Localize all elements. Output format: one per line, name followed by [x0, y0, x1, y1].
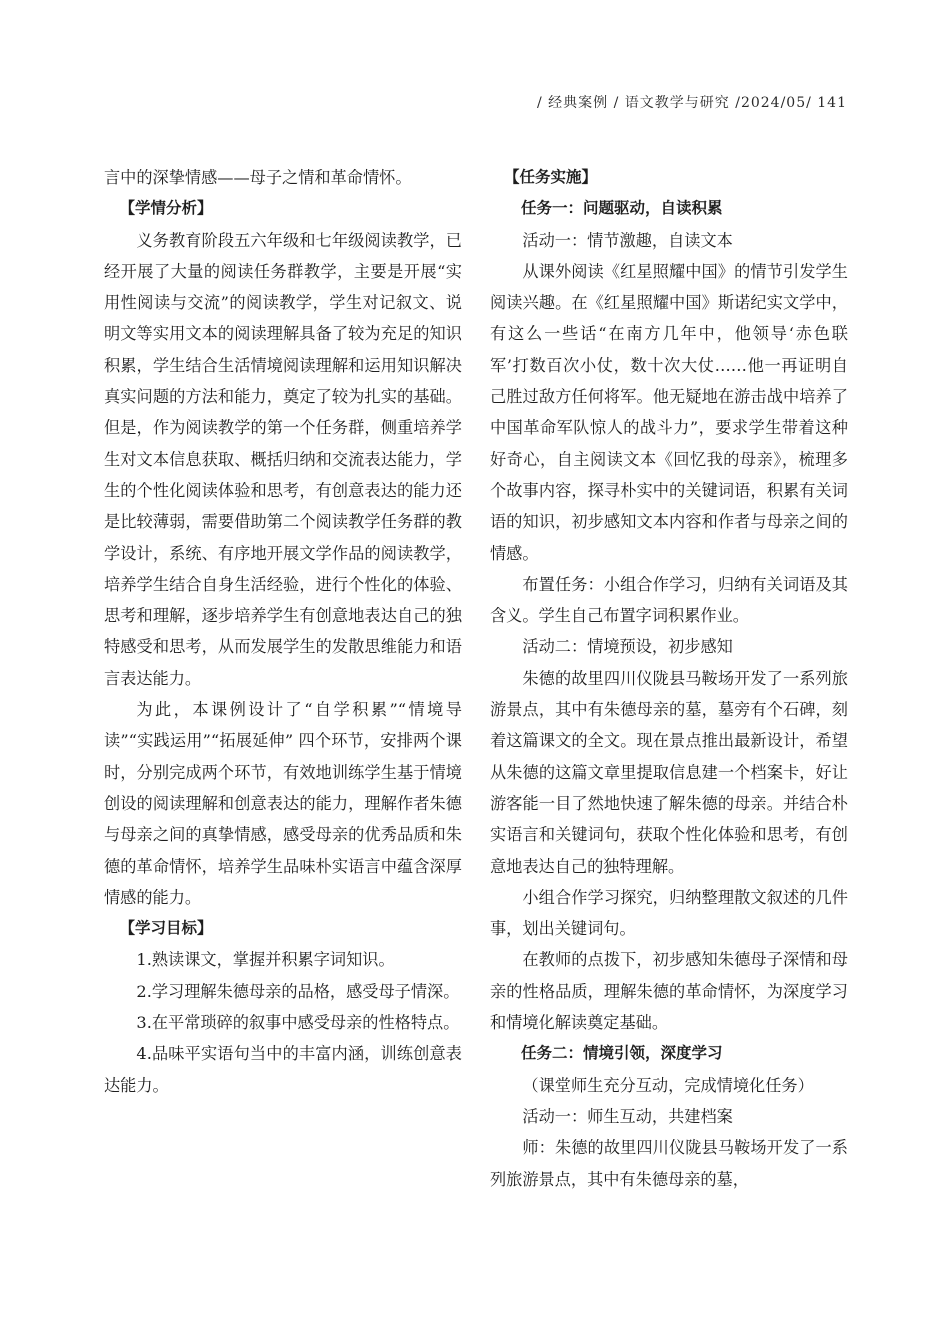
paragraph: 言中的深挚情感——母子之情和革命情怀。	[104, 168, 412, 187]
left-column	[104, 162, 462, 1101]
goal-item: 3.在平常琐碎的叙事中感受母亲的性格特点。	[136, 1013, 460, 1033]
paragraph: 为此，本课例设计了“自学积累”“情境导读”“实践运用”“拓展延伸” 四个环节，安排两个课时，分别完成两个环节，有效地训练学生基于情境创设的阅读理解和创意表达的能力，理解作者朱德与母亲之间的真挚情感，感受母亲的优秀品质和朱德的革命情怀，培养学生品味朴实语言中蕴含深厚情感的能力。	[104, 700, 462, 907]
paragraph: 在教师的点拨下，初步感知朱德母子深情和母亲的性格品质，理解朱德的革命情怀，为深度学习和情境化解读奠定基础。	[490, 950, 848, 1033]
task-title: 任务二：情境引领，深度学习	[521, 1044, 723, 1063]
paragraph: 朱德的故里四川仪陇县马鞍场开发了一系列旅游景点，其中有朱德母亲的墓，墓旁有个石碑，刻着这篇课文的全文。现在景点推出最新设计，希望从朱德的这篇文章里提取信息建一个档案卡，好让游客能一目了然地快速了解朱德的母亲。并结合朴实语言和关键词句，获取个性化体验和思考，有创意地表达自己的独特理解。	[490, 668, 848, 876]
goal-item: 4.品味平实语句当中的丰富内涵，训练创意表达能力。	[104, 1044, 462, 1095]
section-heading-task-implementation: 【任务实施】	[503, 168, 597, 186]
paragraph: 从课外阅读《红星照耀中国》的情节引发学生阅读兴趣。在《红星照耀中国》斯诺纪实文学中，有这么一些话“在南方几年中，他领导‘赤色联军’打数百次小仗，数十次大仗……他一再证明自己胜过敌方任何将军。他无疑地在游击战中培养了中国革命军队惊人的战斗力”，要求学生带着这种好奇心，自主阅读文本《回忆我的母亲》，梳理多个故事内容，探寻朴实中的关键词语，积累有关词语的知识，初步感知文本内容和作者与母亲之间的情感。	[490, 261, 848, 563]
task-note: （课堂师生充分互动，完成情境化任务）	[522, 1075, 814, 1095]
running-header: / 经典案例 / 语文教学与研究 /2024/05/ 141	[537, 95, 847, 111]
activity-title: 活动一：师生互动，共建档案	[522, 1106, 733, 1126]
paragraph: 义务教育阶段五六年级和七年级阅读教学，已经开展了大量的阅读任务群教学，主要是开展“实用性阅读与交流”的阅读教学，学生对记叙文、说明文等实用文本的阅读理解具备了较为充足的知识积累，学生结合生活情境阅读理解和运用知识解决真实问题的方法和能力，奠定了较为扎实的基础。但是，作为阅读教学的第一个任务群，侧重培养学生对文本信息获取、概括归纳和交流表达能力，学生的个性化阅读体验和思考，有创意表达的能力还是比较薄弱，需要借助第二个阅读教学任务群的教学设计，系统、有序地开展文学作品的阅读教学，培养学生结合自身生活经验，进行个性化的体验、思考和理解，逐步培养学生有创意地表达自己的独特感受和思考，从而发展学生的发散思维能力和语言表达能力。	[104, 230, 462, 688]
activity-title: 活动一：情节激趣，自读文本	[522, 230, 733, 250]
goal-item: 1.熟读课文，掌握并积累字词知识。	[136, 950, 395, 970]
section-heading-learner-analysis: 【学情分析】	[119, 199, 213, 218]
paragraph: 布置任务：小组合作学习，归纳有关词语及其含义。学生自己布置字词积累作业。	[490, 574, 848, 626]
activity-title: 活动二：情境预设，初步感知	[522, 637, 733, 657]
paragraph: 小组合作学习探究，归纳整理散文叙述的几件事，划出关键词句。	[490, 887, 848, 939]
goal-item: 2.学习理解朱德母亲的品格，感受母子情深。	[136, 981, 460, 1001]
task-title: 任务一：问题驱动，自读积累	[521, 199, 723, 218]
section-heading-learning-goals: 【学习目标】	[119, 919, 213, 938]
paragraph: 师：朱德的故里四川仪陇县马鞍场开发了一系列旅游景点，其中有朱德母亲的墓，	[490, 1138, 848, 1189]
right-column	[490, 162, 848, 1195]
